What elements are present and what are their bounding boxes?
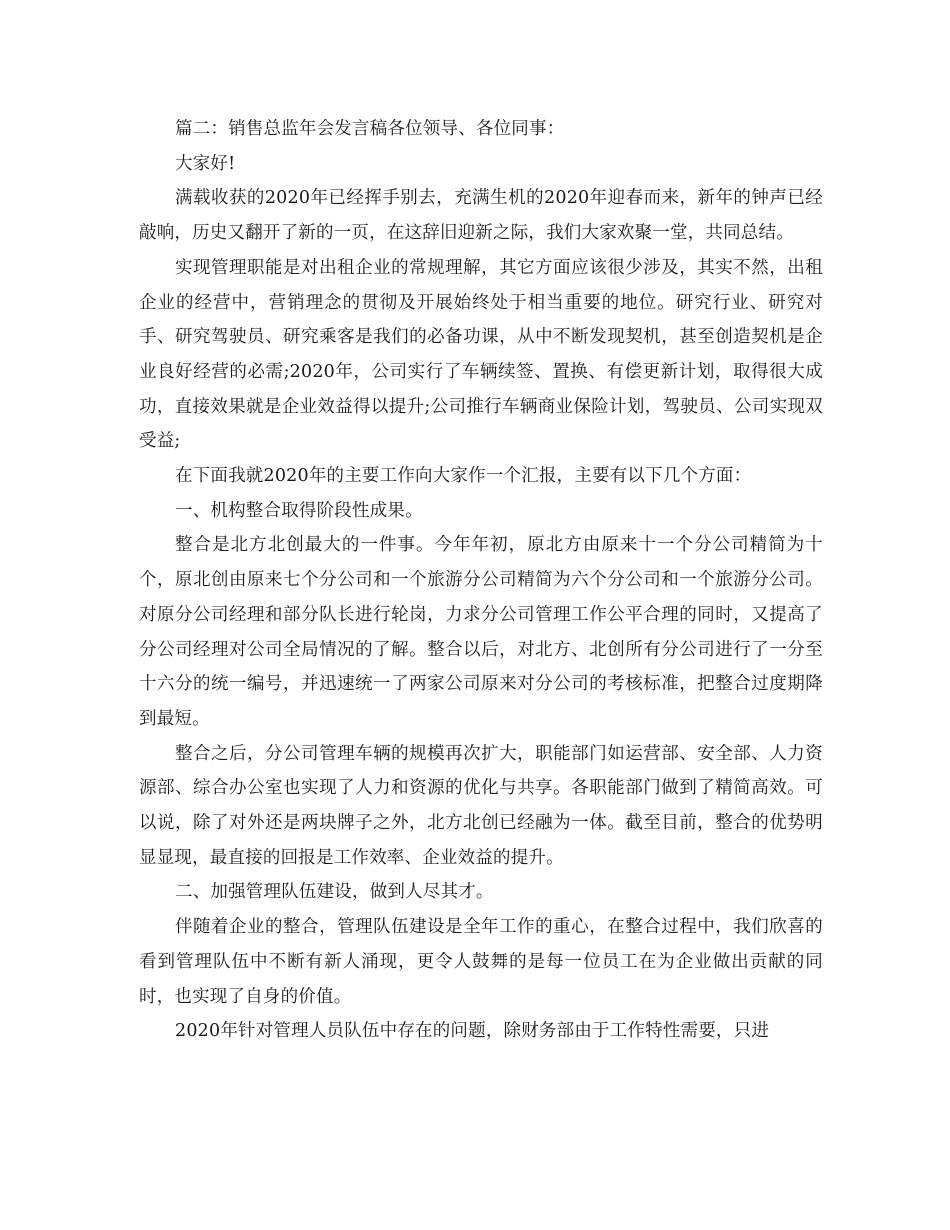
section-heading: 二、加强管理队伍建设，做到人尽其才。 <box>175 882 494 903</box>
document-page <box>139 112 823 1049</box>
section-heading: 篇二：销售总监年会发言稿各位领导、各位同事： <box>175 119 565 139</box>
greeting: 大家好! <box>175 153 236 174</box>
paragraph: 实现管理职能是对出租企业的常规理解，其它方面应该很少涉及，其实不然，出租企业的经营中，营销理念的贯彻及开展始终处于相当重要的地位。研究行业、研究对手、研究驾驶员、研究乘客是我们的必备功课，从中不断发现契机，甚至创造契机是企业良好经营的必需;2020年，公司实行了车辆续签、置换、有偿更新计划，取得很大成功，直接效果就是企业效益得以提升;公司推行车辆商业保险计划，驾驶员、公司实现双受益; <box>139 257 823 452</box>
paragraph: 伴随着企业的整合，管理队伍建设是全年工作的重心，在整合过程中，我们欣喜的看到管理队伍中不断有新人涌现，更令人鼓舞的是每一位员工在为企业做出贡献的同时，也实现了自身的价值。 <box>139 917 823 1007</box>
paragraph: 满载收获的2020年已经挥手别去，充满生机的2020年迎春而来，新年的钟声已经敲响，历史又翻开了新的一页，在这辞旧迎新之际，我们大家欢聚一堂，共同总结。 <box>139 188 823 244</box>
paragraph: 整合之后，分公司管理车辆的规模再次扩大，职能部门如运营部、安全部、人力资源部、综合办公室也实现了人力和资源的优化与共享。各职能部门做到了精简高效。可以说，除了对外还是两块牌子之外，北方北创已经融为一体。截至目前，整合的优势明显显现，最直接的回报是工作效率、企业效益的提升。 <box>139 743 823 868</box>
paragraph: 在下面我就2020年的主要工作向大家作一个汇报，主要有以下几个方面： <box>175 466 752 487</box>
paragraph: 2020年针对管理人员队伍中存在的问题，除财务部由于工作特性需要，只进 <box>175 1021 770 1042</box>
paragraph: 整合是北方北创最大的一件事。今年年初，原北方由原来十一个分公司精简为十个，原北创由原来七个分公司和一个旅游分公司精简为六个分公司和一个旅游分公司。对原分公司经理和部分队长进行轮岗，力求分公司管理工作公平合理的同时，又提高了分公司经理对公司全局情况的了解。整合以后，对北方、北创所有分公司进行了一分至十六分的统一编号，并迅速统一了两家公司原来对分公司的考核标准，把整合过度期降到最短。 <box>139 535 823 729</box>
section-heading: 一、机构整合取得阶段性成果。 <box>175 500 423 521</box>
